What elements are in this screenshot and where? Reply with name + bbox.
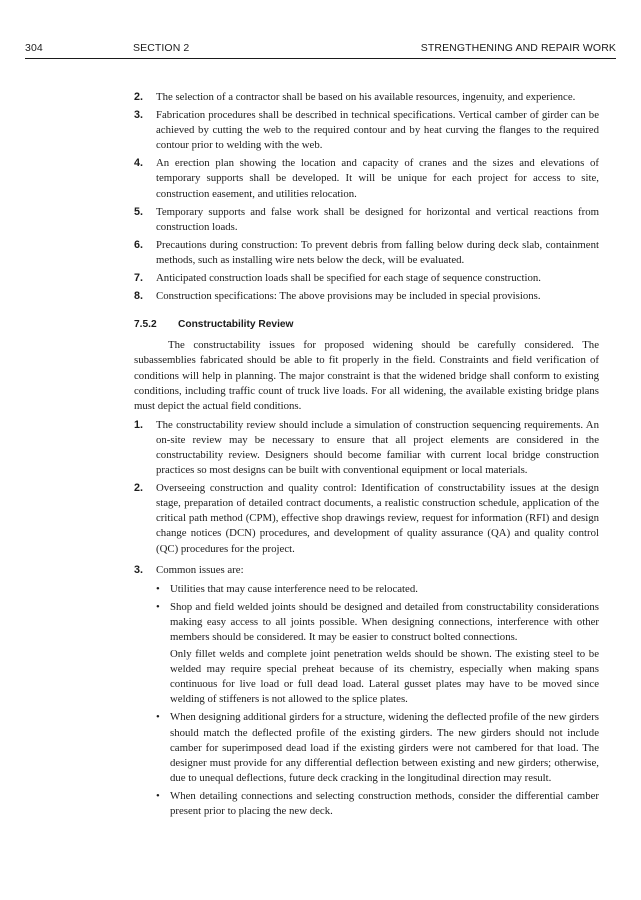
running-title: STRENGTHENING AND REPAIR WORK <box>420 42 616 54</box>
bullet-text: Utilities that may cause interference need to be relocated. <box>170 582 418 595</box>
list-item <box>134 563 599 820</box>
bullet-item <box>156 600 599 708</box>
list-item <box>134 271 599 286</box>
running-header <box>25 39 616 57</box>
item-text: Construction specifications: The above provisions may be included in special provisions. <box>156 290 541 303</box>
subsection-title: Constructability Review <box>178 319 294 331</box>
list-item <box>134 289 599 304</box>
list-item <box>134 108 599 153</box>
bullet-icon: • <box>156 711 160 724</box>
list-a <box>134 90 599 304</box>
bullet-text: When designing additional girders for a structure, widening the deflected profile of the new girders should match the deflected profile of the existing girders. The new girders should not include camber for superimposed dead load if the existing girders were not cambered for that load. The designer must provide for any differential deflection between existing and new girders; otherwise, due to unequal deflections, future deck cracking in the longitudinal direction may result. <box>170 711 599 784</box>
list-item <box>134 481 599 556</box>
bullet-text: When detailing connections and selecting construction methods, consider the differential camber present prior to placing the new deck. <box>170 789 599 818</box>
bullet-icon: • <box>156 582 160 595</box>
item-text: Overseeing construction and quality control: Identification of constructability issues at the design stage, preparation of detailed contract documents, a realistic construction schedule, application of the critical path method (CPM), effective shop drawings review, request for information (RFI) and design change notices (DCN) procedures, and development of quality assurance (QA) and quality control (QC) procedures for the project. <box>156 482 599 555</box>
subsection-number: 7.5.2 <box>134 319 157 331</box>
intro-paragraph: The constructability issues for proposed widening should be carefully considered. The subassemblies fabricated should be able to fit properly in the field. Constraints and field verification of conditions will help in planning. The major constraint is that the widened bridge shall conform to existing conditions, including traffic count of truck live loads. For all widening, the available existing bridge plans must depict the actual field conditions. <box>134 339 599 412</box>
list-item <box>134 90 599 105</box>
item-number: 2. <box>134 91 144 103</box>
item-number: 3. <box>134 109 144 122</box>
list-item <box>134 418 599 478</box>
list-b <box>134 418 599 819</box>
bullet-item <box>156 789 599 819</box>
item-number: 2. <box>134 482 144 495</box>
bullet-text: Shop and field welded joints should be designed and detailed from constructability considerations making easy access to all joints possible. When designing connections, interference with other members should be considered. It may be easier to construct bolted connections. <box>170 600 599 643</box>
item-number: 5. <box>134 205 144 218</box>
body-text <box>134 90 599 822</box>
item-text: Fabrication procedures shall be described in technical specifications. Vertical camber of girder can be achieved by cutting the web to the required contour and by heat curving the flanges to the required contour prior to welding with the web. <box>156 109 599 152</box>
item-number: 4. <box>134 157 144 170</box>
item-number: 3. <box>134 563 144 576</box>
list-item <box>134 156 599 201</box>
bullet-item <box>156 710 599 785</box>
item-number: 6. <box>134 238 144 251</box>
item-text: Common issues are: <box>156 563 244 576</box>
item-number: 7. <box>134 272 144 285</box>
item-text: The constructability review should include a simulation of construction sequencing requirements. An on-site review may be necessary to ensure that all project elements are considered in the constructability review. Designers should become familiar with current local bridge construction practices so most designs can be built with conventional equipment or local materials. <box>156 418 599 477</box>
list-item <box>134 205 599 235</box>
bullet-item <box>156 582 599 597</box>
intro-wrapper <box>134 338 599 413</box>
bullet-continuation: Only fillet welds and complete joint penetration welds should be shown. The existing steel to be welded may require special preheat because of its chemistry, especially when making spans continuous for live load or full dead load. Lateral gusset plates may have to be moved since welding of stiffeners is not allowed to the splice plates. <box>170 648 599 706</box>
bullet-icon: • <box>156 789 160 802</box>
bullet-list <box>156 582 599 819</box>
item-text: Anticipated construction loads shall be specified for each stage of sequence construction. <box>156 272 541 285</box>
item-text: Temporary supports and false work shall be designed for horizontal and vertical reactions from construction loads. <box>156 205 599 233</box>
bullet-icon: • <box>156 600 160 613</box>
item-text: The selection of a contractor shall be based on his available resources, ingenuity, and experience. <box>156 91 576 103</box>
item-text: Precautions during construction: To prevent debris from falling below during deck slab, containment methods, such as installing wire nets below the deck, will be evaluated. <box>156 238 599 266</box>
header-rule <box>25 58 616 59</box>
item-text: An erection plan showing the location and capacity of cranes and the sizes and elevations of temporary supports shall be developed. It will be unique for each project for access to site, construction easement, and utilities relocation. <box>156 157 599 200</box>
item-number: 1. <box>134 418 144 431</box>
item-number: 8. <box>134 290 144 303</box>
list-item <box>134 238 599 268</box>
subsection-heading <box>134 317 599 332</box>
section-label: SECTION 2 <box>133 42 190 54</box>
page-number: 304 <box>25 42 43 54</box>
